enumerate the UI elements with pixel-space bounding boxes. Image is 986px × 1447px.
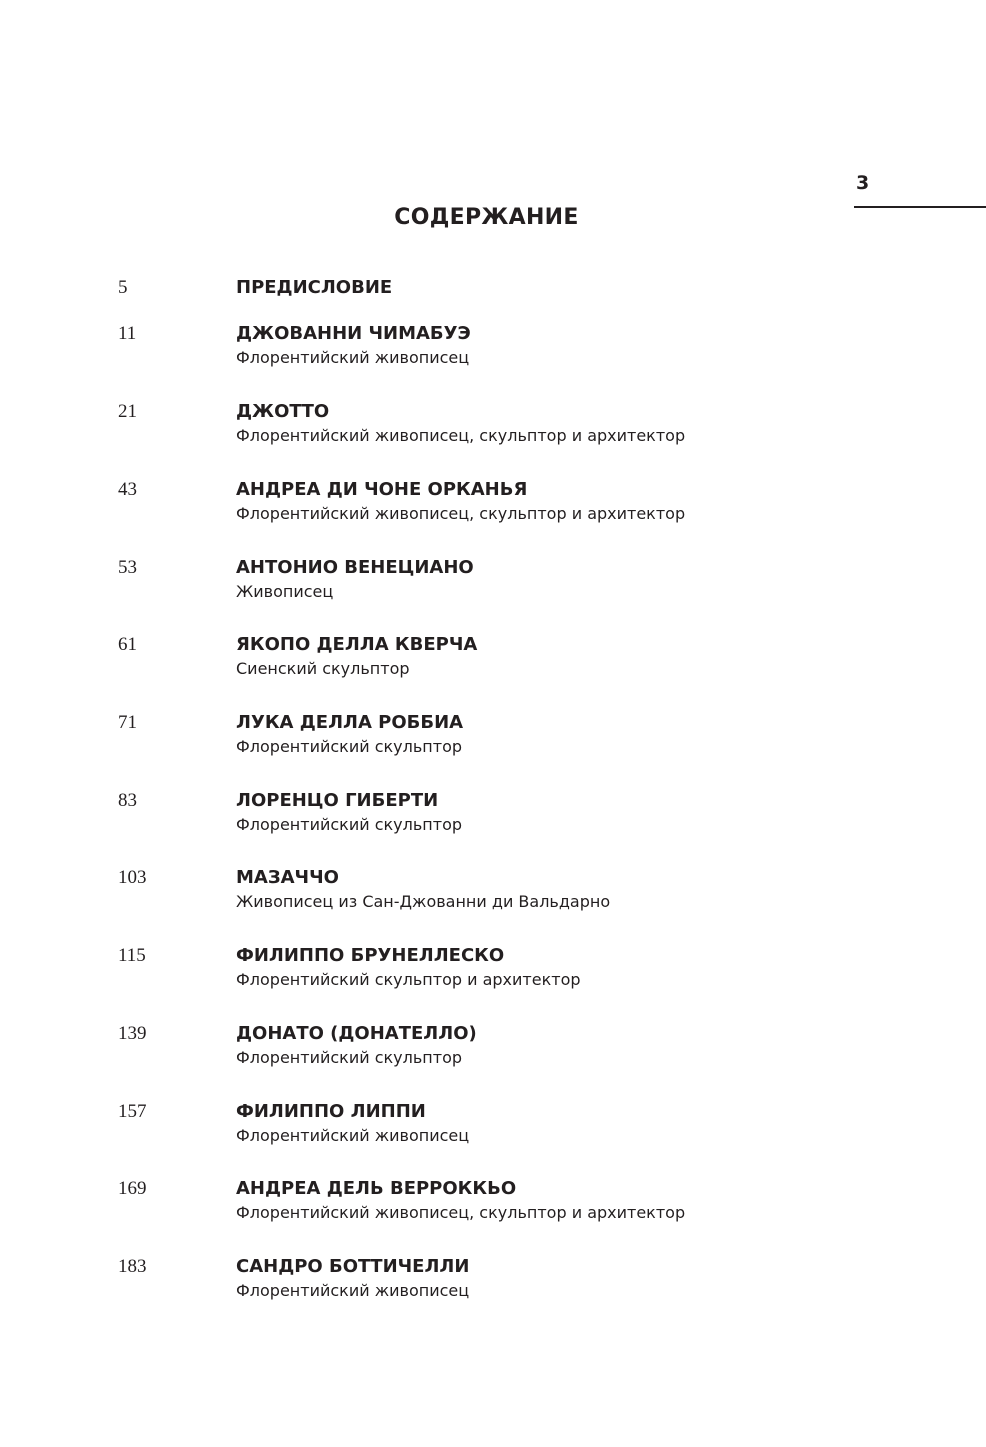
toc-page-number: 61 [118,634,137,655]
toc-entry-title: ЛУКА ДЕЛЛА РОББИА [236,712,464,733]
toc-page-number: 183 [118,1256,147,1277]
toc-entry-description: Флорентийский живописец [236,1126,470,1145]
toc-entry-title: ФИЛИППО ЛИППИ [236,1101,426,1122]
toc-entry-title: АНДРЕА ДИ ЧОНЕ ОРКАНЬЯ [236,479,528,500]
toc-entry-description: Флорентийский скульптор и архитектор [236,970,581,989]
toc-entry-title: АНДРЕА ДЕЛЬ ВЕРРОККЬО [236,1178,517,1199]
toc-page-number: 21 [118,401,137,422]
toc-entry-title: ЛОРЕНЦО ГИБЕРТИ [236,790,439,811]
toc-page-number: 11 [118,323,137,344]
toc-entry-title: ФИЛИППО БРУНЕЛЛЕСКО [236,945,505,966]
toc-entry-title: САНДРО БОТТИЧЕЛЛИ [236,1256,470,1277]
toc-entry-description: Флорентийский живописец [236,1281,470,1300]
toc-entry-description: Живописец [236,582,334,601]
toc-page-number: 71 [118,712,137,733]
toc-page-number: 83 [118,790,137,811]
toc-page-number: 5 [118,277,128,298]
toc-entry-description: Флорентийский живописец, скульптор и архитектор [236,504,686,523]
toc-entry-description: Флорентийский живописец [236,348,470,367]
toc-entry-description: Флорентийский скульптор [236,815,463,834]
toc-entry-description: Сиенский скульптор [236,659,410,678]
toc-page-number: 115 [118,945,146,966]
toc-title: СОДЕРЖАНИЕ [394,205,579,230]
toc-entry-title: ДОНАТО (ДОНАТЕЛЛО) [236,1023,477,1044]
toc-entry-description: Флорентийский скульптор [236,737,463,756]
toc-entry-title: МАЗАЧЧО [236,867,339,888]
toc-entry-title: ПРЕДИСЛОВИЕ [236,277,393,298]
toc-entry-title: ДЖОТТО [236,401,330,422]
toc-page-number: 139 [118,1023,147,1044]
toc-page-number: 169 [118,1178,147,1199]
toc-entry-description: Флорентийский живописец, скульптор и архитектор [236,1203,686,1222]
toc-entry-description: Флорентийский живописец, скульптор и архитектор [236,426,686,445]
toc-page-number: 157 [118,1101,147,1122]
toc-entry-description: Флорентийский скульптор [236,1048,463,1067]
toc-entry-description: Живописец из Сан-Джованни ди Вальдарно [236,892,611,911]
toc-entry-title: ЯКОПО ДЕЛЛА КВЕРЧА [236,634,478,655]
toc-entry-title: АНТОНИО ВЕНЕЦИАНО [236,557,474,578]
toc-page-number: 53 [118,557,137,578]
page-number: 3 [856,172,870,194]
toc-entry-title: ДЖОВАННИ ЧИМАБУЭ [236,323,471,344]
toc-page-number: 103 [118,867,147,888]
toc-page-number: 43 [118,479,137,500]
